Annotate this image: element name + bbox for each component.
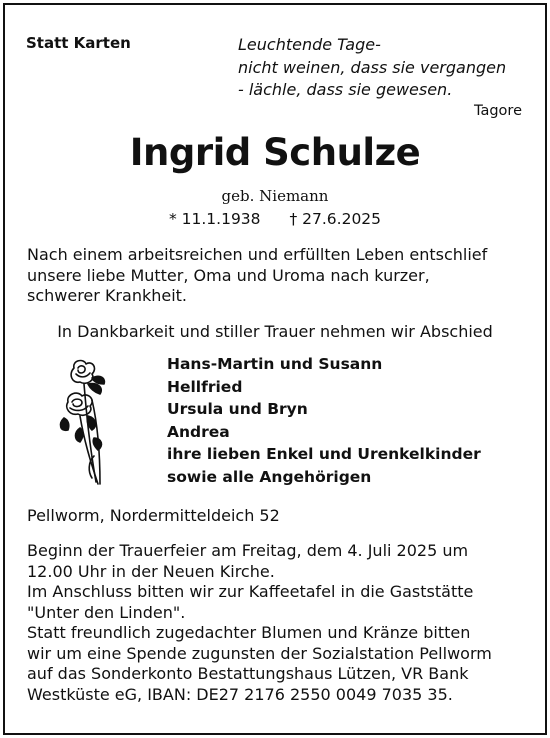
reception-line: Im Anschluss bitten wir zur Kaffeetafel in die Gaststätte	[27, 582, 474, 601]
death-date: † 27.6.2025	[289, 210, 382, 228]
deceased-name: Ingrid Schulze	[129, 131, 421, 174]
quote-line: Leuchtende Tage-	[238, 35, 381, 54]
family-member: Hellfried	[167, 377, 243, 396]
family-member: ihre lieben Enkel und Urenkelkinder	[167, 445, 481, 463]
birth-name: geb. Niemann	[221, 187, 329, 205]
quote-author: Tagore	[474, 103, 522, 119]
quote-line: nicht weinen, dass sie vergangen	[238, 57, 507, 77]
donation-line: Statt freundlich zugedachter Blumen und Kränze bitten	[27, 623, 471, 642]
poem-quote	[238, 34, 506, 102]
quote-line: - lächle, dass sie gewesen.	[238, 80, 453, 99]
family-member: sowie alle Angehörigen	[167, 467, 372, 486]
family-member: Andrea	[167, 422, 230, 441]
intro-paragraph	[27, 245, 525, 307]
intro-line: unsere liebe Mutter, Oma und Uroma nach kurzer,	[27, 265, 430, 285]
donation-line: wir um eine Spende zugunsten der Sozialstation Pellworm	[27, 643, 492, 663]
farewell-line: In Dankbarkeit und stiller Trauer nehmen wir Abschied	[57, 322, 493, 341]
info-paragraphs	[27, 541, 525, 705]
family-member: Ursula und Bryn	[167, 400, 308, 418]
ceremony-line: 12.00 Uhr in der Neuen Kirche.	[27, 561, 275, 581]
address: Pellworm, Nordermitteldeich 52	[27, 506, 280, 525]
family-member: Hans-Martin und Susann	[167, 355, 383, 373]
donation-line: Westküste eG, IBAN: DE27 2176 2550 0049 7035 35.	[27, 684, 453, 704]
family-list	[167, 353, 481, 488]
ceremony-line: Beginn der Trauerfeier am Freitag, dem 4. Juli 2025 um	[27, 541, 469, 560]
life-dates	[0, 210, 550, 228]
donation-line: auf das Sonderkonto Bestattungshaus Lützen, VR Bank	[27, 664, 469, 683]
statt-karten-label: Statt Karten	[26, 34, 131, 52]
intro-line: schwerer Krankheit.	[27, 286, 188, 305]
rose-icon	[58, 356, 130, 486]
intro-line: Nach einem arbeitsreichen und erfüllten Leben entschlief	[27, 245, 488, 264]
birth-date: * 11.1.1938	[168, 210, 261, 228]
reception-line: "Unter den Linden".	[27, 602, 186, 622]
